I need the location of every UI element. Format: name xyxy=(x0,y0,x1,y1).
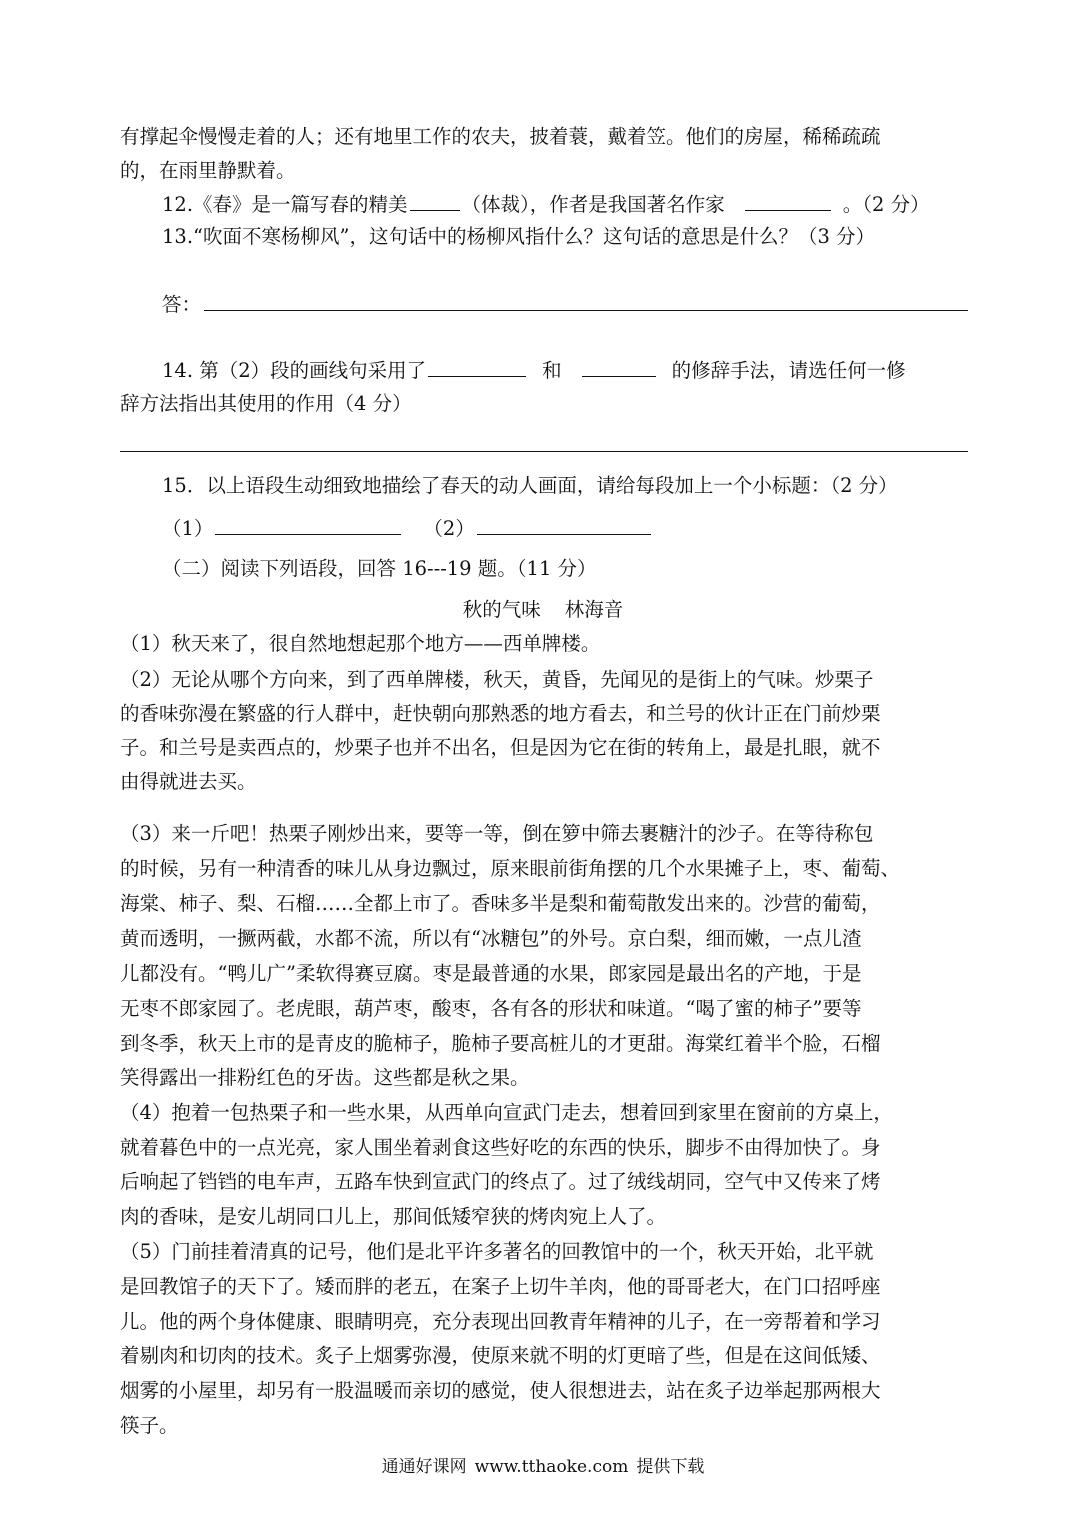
footer-suffix: 提供下载 xyxy=(636,1457,705,1477)
paragraph-line: 就着暮色中的一点光亮，家人围坐着剥食这些好吃的东西的快乐，脚步不由得加快了。身 xyxy=(120,1136,881,1159)
paragraph-line: （1）秋天来了，很自然地想起那个地方——西单牌楼。 xyxy=(120,632,601,655)
answer-blank[interactable] xyxy=(477,516,651,535)
passage-line: 有撑起伞慢慢走着的人；还有地里工作的农夫，披着蓑，戴着笠。他们的房屋，稀稀疏疏 xyxy=(120,125,881,148)
question-12: 12.《春》是一篇写春的精美 （体裁），作者是我国著名作家 。（2 分） xyxy=(162,193,930,216)
paragraph-line: （4）抱着一包热栗子和一些水果，从西单向宣武门走去，想着回到家里在窗前的方桌上， xyxy=(120,1101,893,1124)
paragraph-line: 筷子。 xyxy=(120,1414,179,1437)
footer-site: 通通好课网 xyxy=(381,1457,467,1477)
paragraph-line: 子。和兰号是卖西点的，炒栗子也并不出名，但是因为它在街的转角上，最是扎眼，就不 xyxy=(120,736,881,759)
paragraph-line: 到冬季，秋天上市的是青皮的脆柿子，脆柿子要高桩儿的才更甜。海棠红着半个脸，石榴 xyxy=(120,1032,881,1055)
answer-blank[interactable] xyxy=(215,516,401,535)
article-title: 秋的气味 xyxy=(462,598,541,621)
page-footer xyxy=(0,1456,1086,1478)
answer-label: 答： xyxy=(162,293,202,316)
paragraph-line: 是回教馆子的天下了。矮而胖的老五，在案子上切牛羊肉，他的哥哥老大，在门口招呼座 xyxy=(120,1275,881,1298)
paragraph-line: 笑得露出一排粉红色的牙齿。这些都是秋之果。 xyxy=(120,1066,530,1089)
paragraph-line: 后响起了铛铛的电车声，五路车快到宣武门的终点了。过了绒线胡同，空气中又传来了烤 xyxy=(120,1170,881,1193)
question-15-blanks: （1） （2） xyxy=(162,516,653,541)
paragraph-line: 海棠、柿子、梨、石榴……全都上市了。香味多半是梨和葡萄散发出来的。沙营的葡萄， xyxy=(120,892,881,915)
paragraph-line: 肉的香味，是安儿胡同口儿上，那间低矮窄狭的烤肉宛上人了。 xyxy=(120,1205,667,1228)
paragraph-line: 的时候，另有一种清香的味儿从身边飘过，原来眼前街角摆的几个水果摊子上，枣、葡萄、 xyxy=(120,857,901,880)
footer-url[interactable]: www.tthaoke.com xyxy=(474,1457,629,1477)
paragraph-line: （2）无论从哪个方向来，到了西单牌楼，秋天，黄昏，先闻见的是街上的气味。炒栗子 xyxy=(120,668,874,691)
paragraph-line: 黄而透明，一撅两截，水都不流，所以有“冰糖包”的外号。京白梨，细而嫩，一点儿渣 xyxy=(120,927,862,950)
question-15: 15．以上语段生动细致地描绘了春天的动人画面，请给每段加上一个小标题：（2 分） xyxy=(162,474,898,497)
answer-blank[interactable] xyxy=(410,192,460,211)
paragraph-line: 儿都没有。“鸭儿广”柔软得赛豆腐。枣是最普通的水果，郎家园是最出名的产地，于是 xyxy=(120,962,862,985)
answer-line[interactable] xyxy=(120,451,968,452)
paragraph-line: 烟雾的小屋里，却另有一股温暖而亲切的感觉，使人很想进去，站在炙子边举起那两根大 xyxy=(120,1379,881,1402)
paragraph-line: 儿。他的两个身体健康、眼睛明亮，充分表现出回教青年精神的儿子，在一旁帮着和学习 xyxy=(120,1310,881,1333)
paragraph-line: （3）来一斤吧！热栗子刚炒出来，要等一等，倒在箩中筛去裹糖汁的沙子。在等待称包 xyxy=(120,822,874,845)
paragraph-line: 由得就进去买。 xyxy=(120,770,257,793)
question-13: 13.“吹面不寒杨柳风”，这句话中的杨柳风指什么？这句话的意思是什么？（3 分） xyxy=(162,225,876,248)
question-14: 14. 第（2）段的画线句采用了 和 的修辞手法，请选任何一修 xyxy=(162,359,906,382)
paragraph-line: 的香味弥漫在繁盛的行人群中，赶快朝向那熟悉的地方看去，和兰号的伙计正在门前炒栗 xyxy=(120,702,881,725)
answer-blank[interactable] xyxy=(428,358,526,377)
article-author: 林海音 xyxy=(564,598,624,621)
passage-line: 的，在雨里静默着。 xyxy=(120,159,296,182)
question-14-line2: 辞方法指出其使用的作用（4 分） xyxy=(120,392,412,415)
section-heading: （二）阅读下列语段，回答 16---19 题。（11 分） xyxy=(162,557,597,580)
article-title-line xyxy=(0,598,1086,622)
answer-blank[interactable] xyxy=(745,192,831,211)
answer-line[interactable] xyxy=(204,310,968,311)
answer-blank[interactable] xyxy=(582,358,656,377)
paragraph-line: 着剔肉和切肉的技术。炙子上烟雾弥漫，使原来就不明的灯更暗了些，但是在这间低矮、 xyxy=(120,1344,881,1367)
paragraph-line: （5）门前挂着清真的记号，他们是北平许多著名的回教馆中的一个，秋天开始，北平就 xyxy=(120,1240,874,1263)
paragraph-line: 无枣不郎家园了。老虎眼，葫芦枣，酸枣，各有各的形状和味道。“喝了蜜的柿子”要等 xyxy=(120,997,862,1020)
